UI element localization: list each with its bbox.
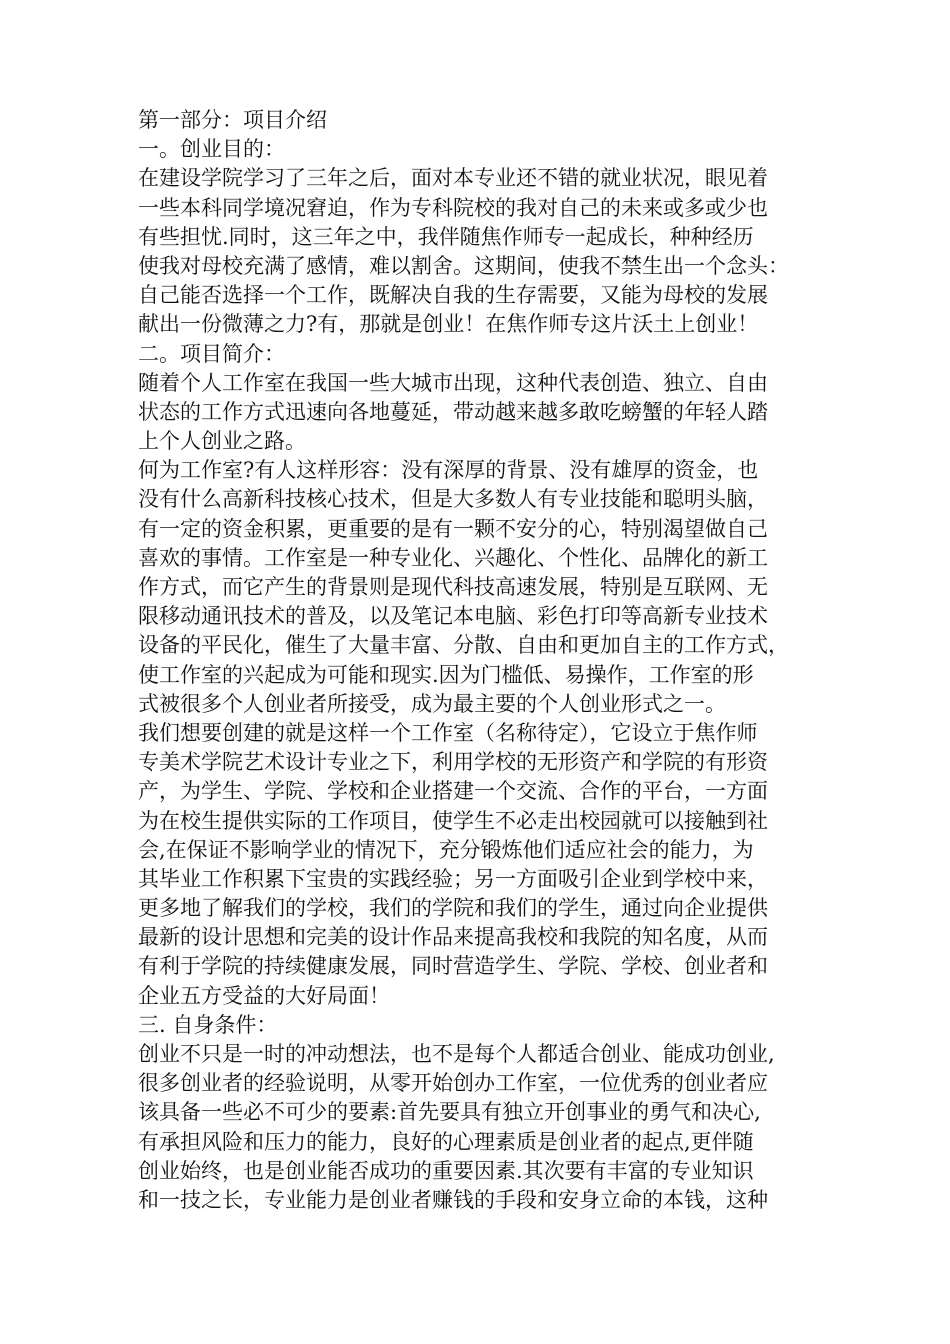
paragraph-line: 喜欢的事情。工作室是一种专业化、兴趣化、个性化、品牌化的新工 — [138, 545, 768, 570]
paragraph-line: 在建设学院学习了三年之后，面对本专业还不错的就业状况，眼见着 — [138, 166, 768, 191]
paragraph-line: 创业始终，也是创业能否成功的重要因素.其次要有丰富的专业知识 — [138, 1158, 754, 1183]
paragraph-line: 使我对母校充满了感情，难以割舍。这期间，使我不禁生出一个念头： — [138, 253, 789, 278]
paragraph-line: 该具备一些必不可少的要素:首先要具有独立开创事业的勇气和决心, — [138, 1100, 761, 1125]
paragraph-line: 一些本科同学境况窘迫，作为专科院校的我对自己的未来或多或少也 — [138, 195, 768, 220]
section-heading-part-one: 第一部分：项目介绍 — [138, 108, 327, 132]
paragraph-line: 随着个人工作室在我国一些大城市出现，这种代表创造、独立、自由 — [138, 370, 768, 395]
paragraph-line: 状态的工作方式迅速向各地蔓延，带动越来越多敢吃螃蟹的年轻人踏 — [138, 399, 768, 424]
paragraph-line: 式被很多个人创业者所接受，成为最主要的个人创业形式之一。 — [138, 691, 726, 716]
paragraph-line: 有利于学院的持续健康发展，同时营造学生、学院、学校、创业者和 — [138, 954, 768, 979]
subheading-own-conditions: 三. 自身条件： — [138, 1012, 278, 1037]
paragraph-line: 其毕业工作积累下宝贵的实践经验；另一方面吸引企业到学校中来， — [138, 866, 768, 891]
paragraph-line: 献出一份微薄之力?有，那就是创业！在焦作师专这片沃土上创业！ — [138, 312, 759, 337]
paragraph-line: 没有什么高新科技核心技术，但是大多数人有专业技能和聪明头脑， — [138, 487, 768, 512]
paragraph-line: 更多地了解我们的学校，我们的学院和我们的学生，通过向企业提供 — [138, 896, 768, 921]
paragraph-line: 会,在保证不影响学业的情况下，充分锻炼他们适应社会的能力，为 — [138, 837, 754, 862]
paragraph-line: 专美术学院艺术设计专业之下，利用学校的无形资产和学院的有形资 — [138, 750, 768, 775]
paragraph-line: 有些担忧.同时，这三年之中，我伴随焦作师专一起成长，种种经历 — [138, 224, 754, 249]
paragraph-line: 和一技之长，专业能力是创业者赚钱的手段和安身立命的本钱，这种 — [138, 1187, 768, 1212]
paragraph-line: 创业不只是一时的冲动想法，也不是每个人都适合创业、能成功创业, — [138, 1042, 775, 1066]
subheading-purpose: 一。创业目的： — [138, 137, 285, 162]
paragraph-line: 有承担风险和压力的能力，良好的心理素质是创业者的起点,更伴随 — [138, 1129, 754, 1154]
paragraph-line: 限移动通讯技术的普及，以及笔记本电脑、彩色打印等高新专业技术 — [138, 604, 768, 629]
paragraph-line: 上个人创业之路。 — [138, 429, 306, 454]
subheading-project-intro: 二。项目简介： — [138, 341, 285, 366]
paragraph-line: 自己能否选择一个工作，既解决自我的生存需要，又能为母校的发展 — [138, 283, 768, 308]
paragraph-line: 企业五方受益的大好局面！ — [138, 983, 390, 1008]
paragraph-line: 我们想要创建的就是这样一个工作室（名称待定），它设立于焦作师 — [138, 720, 758, 745]
paragraph-line: 很多创业者的经验说明，从零开始创办工作室，一位优秀的创业者应 — [138, 1071, 768, 1096]
paragraph-line: 使工作室的兴起成为可能和现实.因为门槛低、易操作，工作室的形 — [138, 662, 754, 687]
paragraph-line: 有一定的资金积累，更重要的是有一颗不安分的心，特别渴望做自己 — [138, 516, 768, 541]
paragraph-line: 为在校生提供实际的工作项目，使学生不必走出校园就可以接触到社 — [138, 808, 768, 833]
paragraph-line: 设备的平民化，催生了大量丰富、分散、自由和更加自主的工作方式， — [138, 633, 789, 658]
paragraph-line: 最新的设计思想和完美的设计作品来提高我校和我院的知名度，从而 — [138, 925, 768, 950]
paragraph-line: 产，为学生、学院、学校和企业搭建一个交流、合作的平台，一方面 — [138, 779, 768, 804]
document-body — [138, 106, 818, 1215]
paragraph-line: 何为工作室?有人这样形容：没有深厚的背景、没有雄厚的资金，也 — [138, 458, 759, 483]
paragraph-line: 作方式，而它产生的背景则是现代科技高速发展，特别是互联网、无 — [138, 575, 768, 599]
